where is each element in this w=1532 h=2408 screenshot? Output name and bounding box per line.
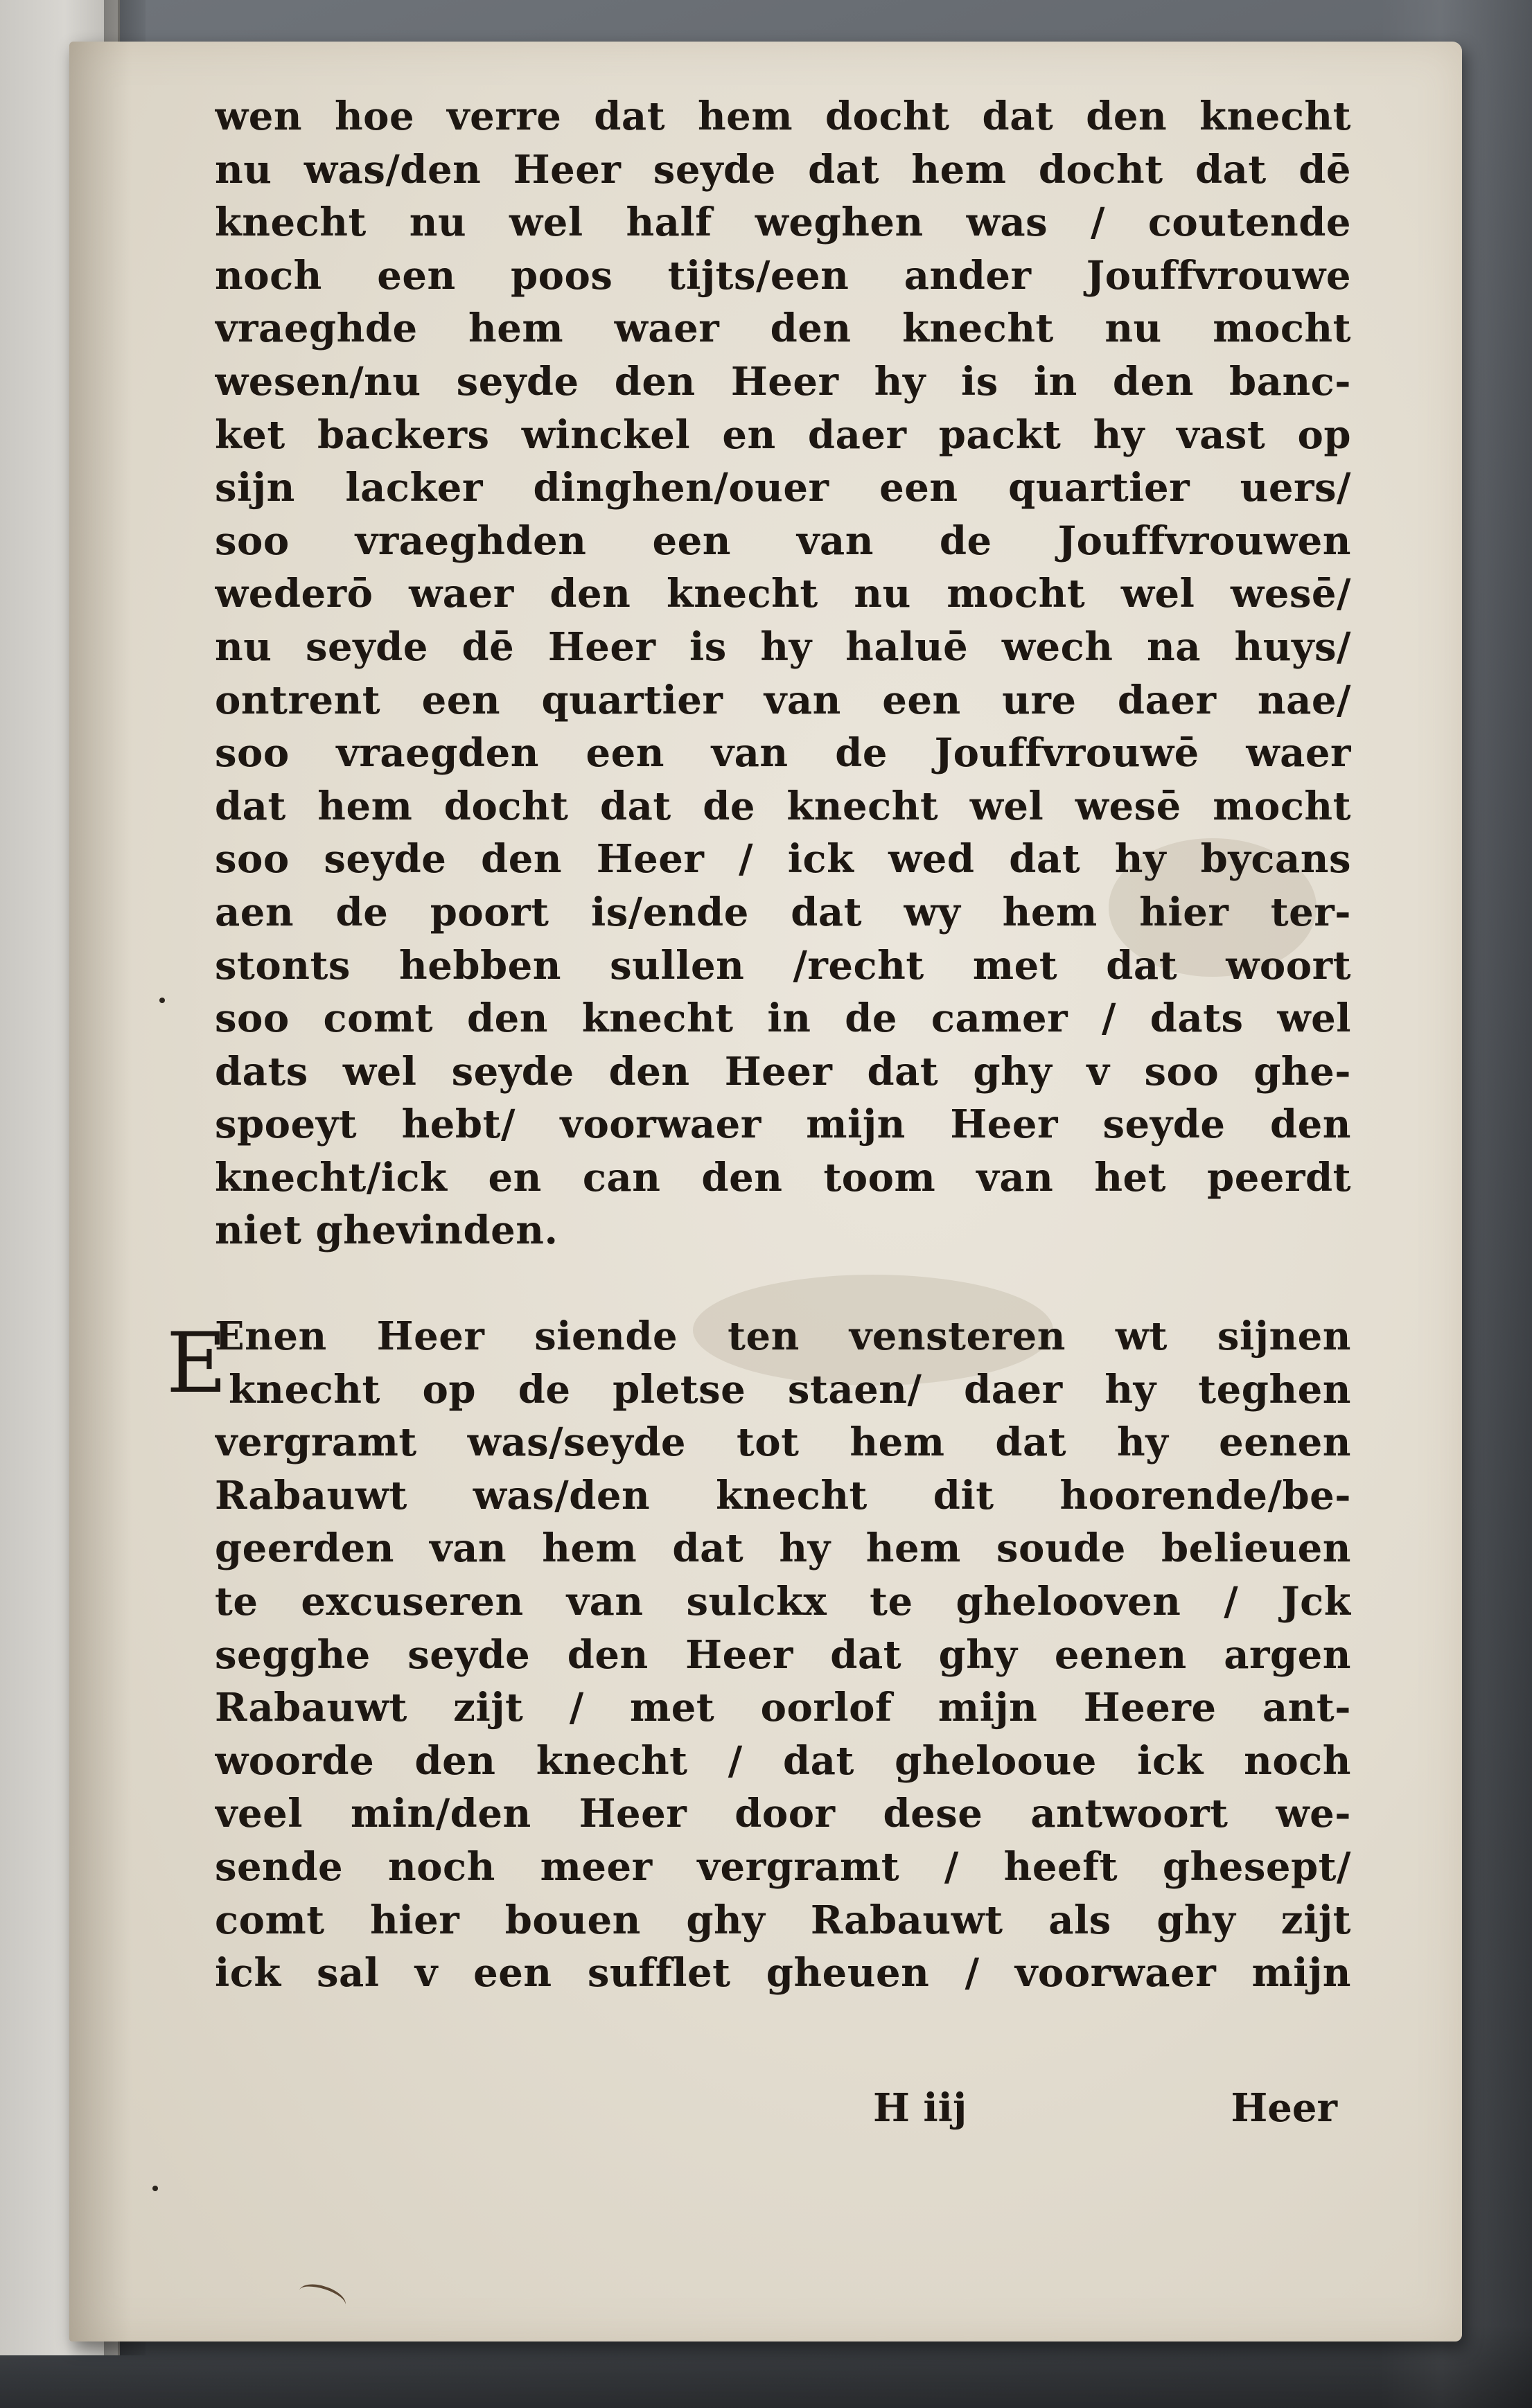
text-line: comt hier bouen ghy Rabauwt als ghy zijt bbox=[215, 1897, 1351, 1943]
text-line: nu seyde dē Heer is hy haluē wech na huys/ bbox=[215, 623, 1351, 670]
blackletter-text bbox=[166, 90, 1351, 2000]
text-line: knecht/ick en can den toom van het peerdt bbox=[215, 1154, 1351, 1201]
text-line: niet ghevinden. bbox=[215, 1207, 558, 1254]
text-line: nu was/den Heer seyde dat hem docht dat dē bbox=[215, 146, 1351, 193]
text-line: dat hem docht dat de knecht wel wesē mocht bbox=[215, 783, 1351, 829]
text-line: te excuseren van sulckx te ghelooven / Jck bbox=[215, 1579, 1351, 1625]
text-line: ick sal v een sufflet gheuen / voorwaer mijn bbox=[215, 1950, 1351, 1997]
signature-mark: H iij bbox=[873, 2085, 967, 2131]
text-line: knecht nu wel half weghen was / coutende bbox=[215, 200, 1351, 246]
text-line: Enen Heer siende ten vensteren wt sijnen bbox=[215, 1313, 1351, 1360]
text-line: soo seyde den Heer / ick wed dat hy bycans bbox=[215, 836, 1351, 883]
text-line: Rabauwt zijt / met oorlof mijn Heere ant- bbox=[215, 1685, 1351, 1731]
text-line: stonts hebben sullen /recht met dat woort bbox=[215, 942, 1351, 989]
text-line: woorde den knecht / dat ghelooue ick noch bbox=[215, 1737, 1351, 1784]
text-line: aen de poort is/ende dat wy hem hier ter- bbox=[215, 889, 1351, 935]
ink-speck bbox=[159, 998, 165, 1003]
text-line: wesen/nu seyde den Heer hy is in den banc- bbox=[215, 358, 1351, 405]
page-footer bbox=[215, 2085, 1351, 2141]
text-line: dats wel seyde den Heer dat ghy v soo ghe- bbox=[215, 1048, 1351, 1095]
text-line: soo vraeghden een van de Jouffvrouwen bbox=[215, 517, 1351, 564]
text-line: wederō waer den knecht nu mocht wel wesē/ bbox=[215, 571, 1351, 617]
text-line: spoeyt hebt/ voorwaer mijn Heer seyde den bbox=[215, 1101, 1351, 1148]
paragraph-gap bbox=[215, 1257, 1351, 1310]
text-line: veel min/den Heer door dese antwoort we- bbox=[215, 1791, 1351, 1837]
text-line: noch een poos tijts/een ander Jouffvrouwe bbox=[215, 252, 1351, 299]
catchword: Heer bbox=[1231, 2085, 1337, 2131]
text-line: soo comt den knecht in de camer / dats wel bbox=[215, 995, 1351, 1042]
stray-fibre bbox=[295, 2279, 349, 2317]
text-line: sijn lacker dinghen/ouer een quartier uers/ bbox=[215, 465, 1351, 511]
text-line: geerden van hem dat hy hem soude belieuen bbox=[215, 1525, 1351, 1572]
text-line: soo vraegden een van de Jouffvrouwē waer bbox=[215, 730, 1351, 777]
text-line: ket backers winckel en daer packt hy vast op bbox=[215, 411, 1351, 458]
paragraph-2 bbox=[166, 1310, 1351, 2000]
text-line: ontrent een quartier van een ure daer nae/ bbox=[215, 677, 1351, 723]
ink-speck bbox=[152, 2186, 158, 2191]
text-line: knecht op de pletse staen/ daer hy teghen bbox=[229, 1366, 1351, 1413]
text-line: segghe seyde den Heer dat ghy eenen argen bbox=[215, 1631, 1351, 1678]
text-line: sende noch meer vergramt / heeft ghesept/ bbox=[215, 1844, 1351, 1890]
text-line: Rabauwt was/den knecht dit hoorende/be- bbox=[215, 1472, 1351, 1519]
text-line: vraeghde hem waer den knecht nu mocht bbox=[215, 306, 1351, 352]
book-page bbox=[69, 42, 1462, 2341]
paragraph-1 bbox=[215, 90, 1351, 1257]
text-line: vergramt was/seyde tot hem dat hy eenen bbox=[215, 1419, 1351, 1466]
text-line: wen hoe verre dat hem docht dat den knecht bbox=[215, 94, 1351, 139]
drop-cap: E bbox=[166, 1316, 228, 1413]
